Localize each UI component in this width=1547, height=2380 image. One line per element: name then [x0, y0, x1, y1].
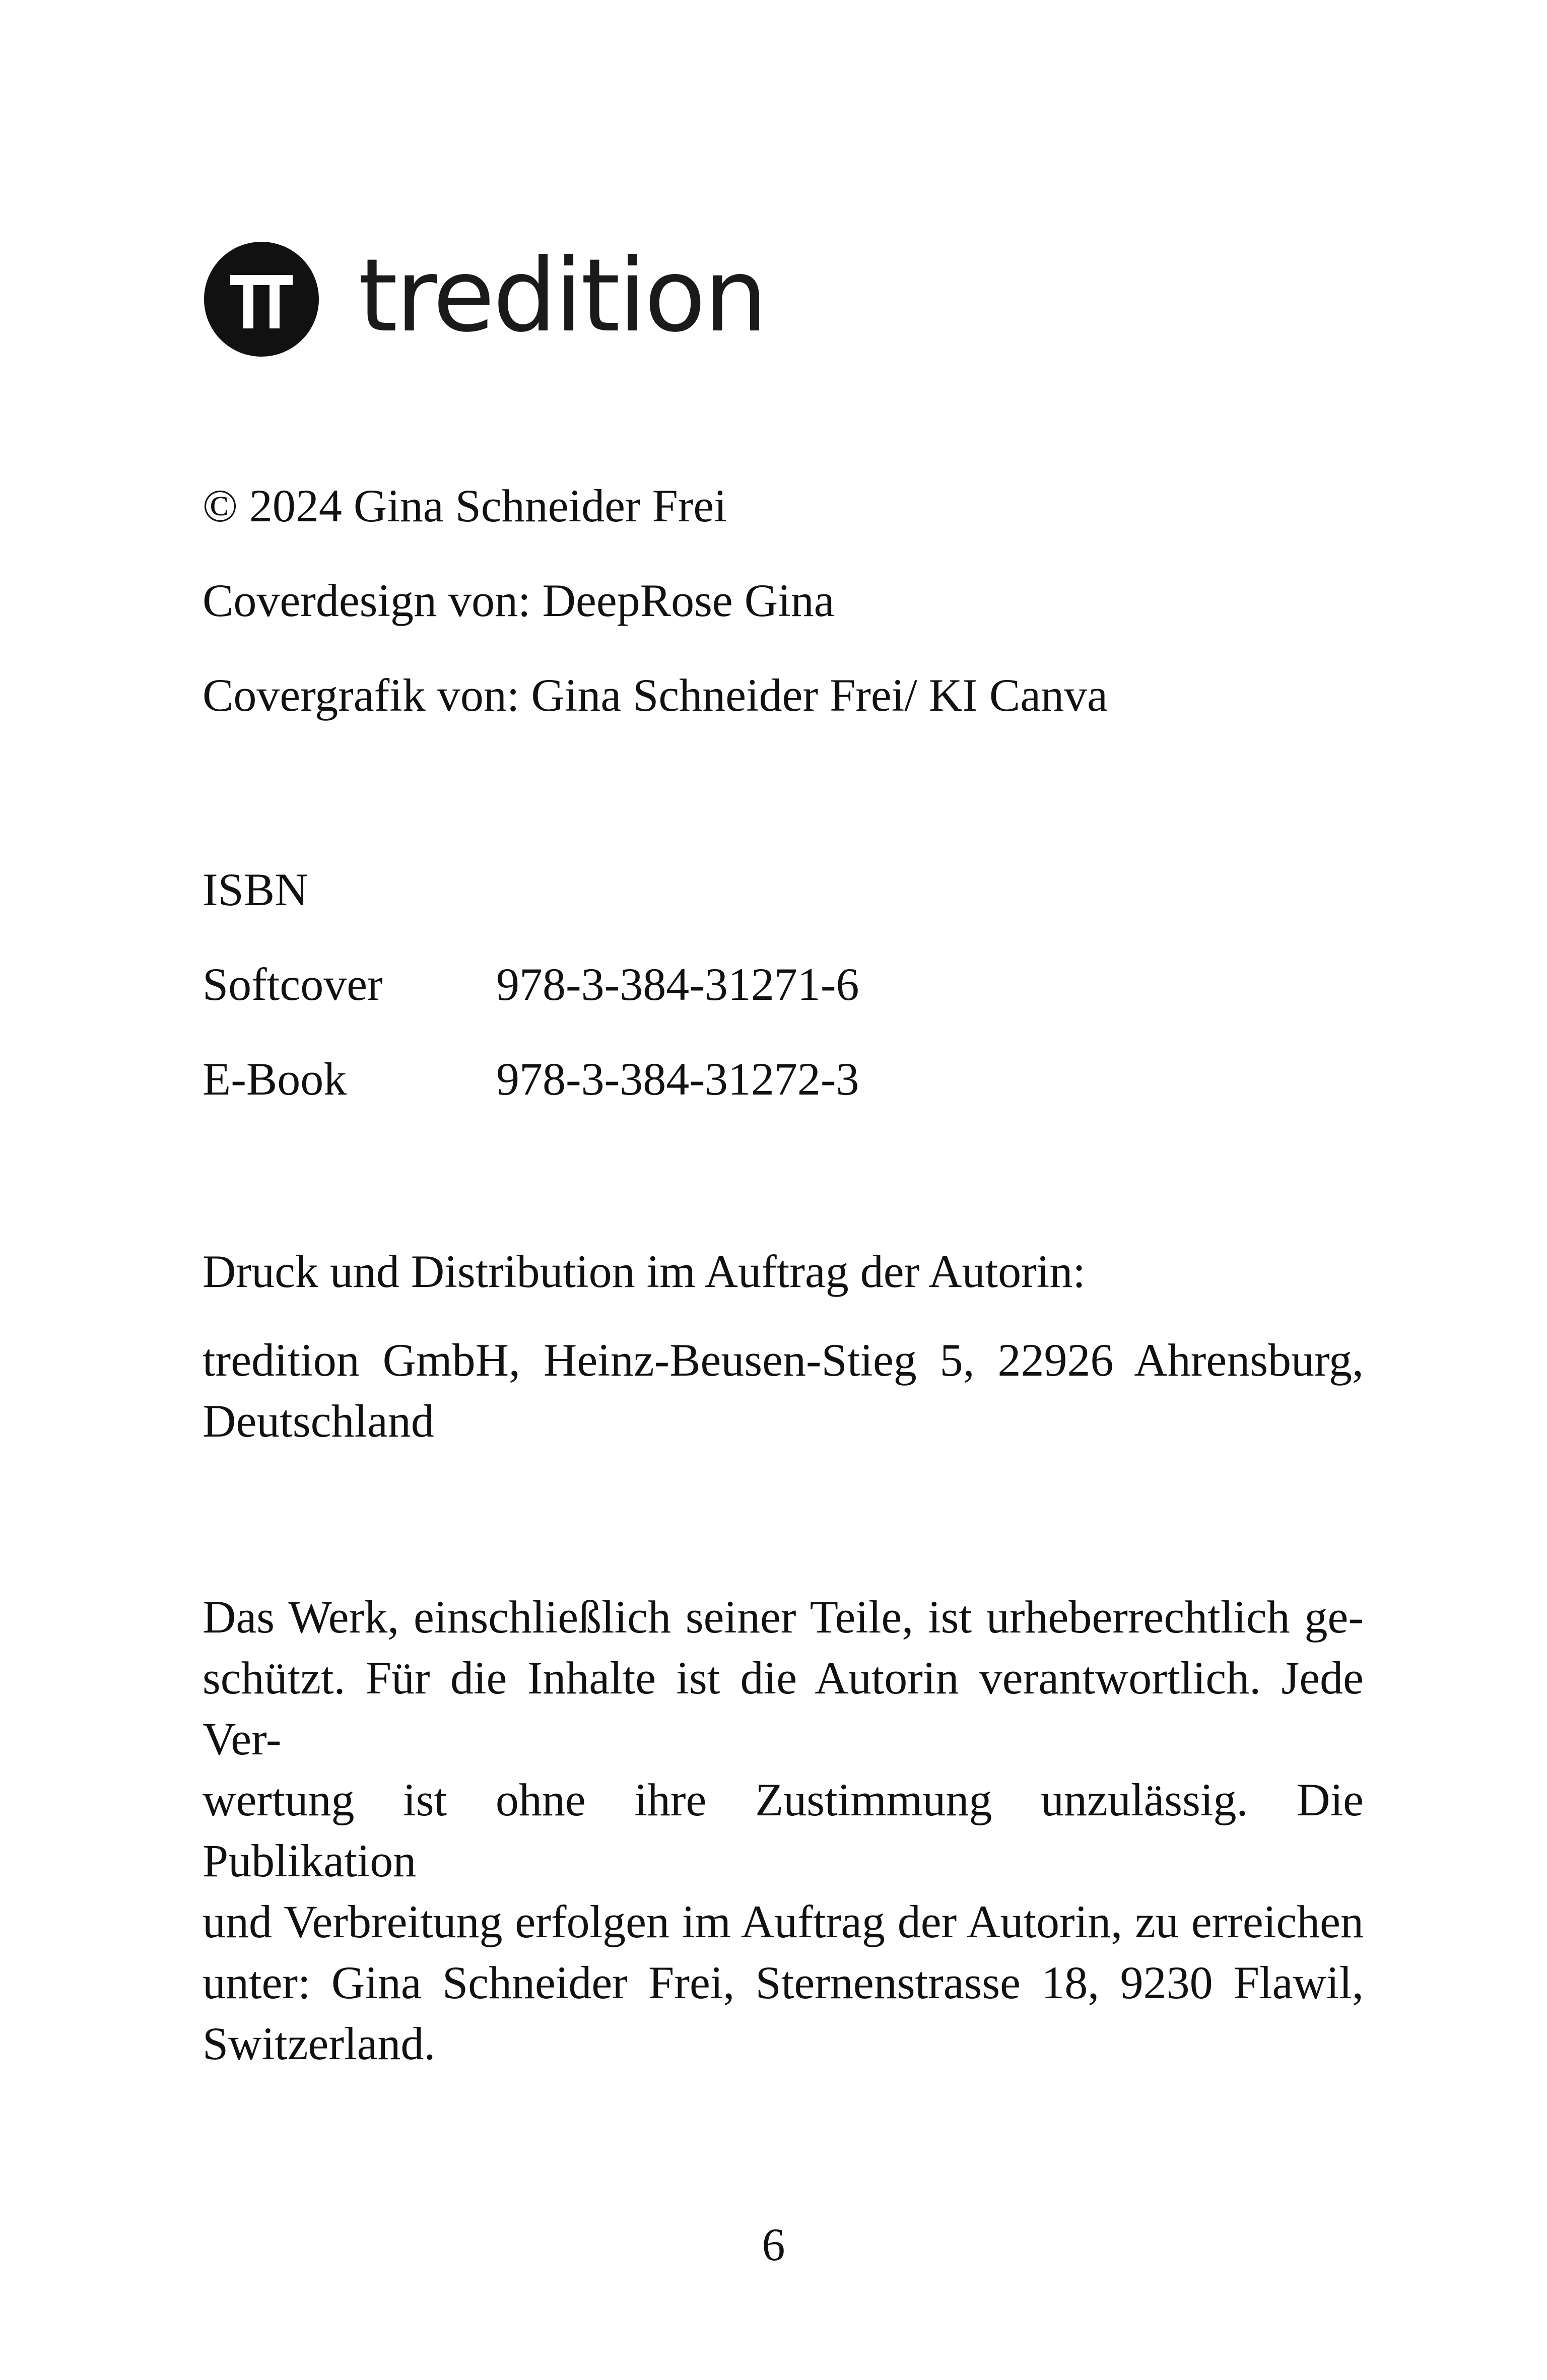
page-number: 6	[762, 2219, 785, 2270]
legal-notice-line: und Verbreitung erfolgen im Auftrag der Autorin, zu erreichen	[203, 1896, 1364, 1947]
legal-notice-line: wertung ist ohne ihre Zustimmung unzulässig. Die Publikation	[203, 1774, 1364, 1886]
copyright-line: © 2024 Gina Schneider Frei	[203, 480, 727, 531]
cover-design-line: Coverdesign von: DeepRose Gina	[203, 575, 835, 626]
cover-graphic-line: Covergrafik von: Gina Schneider Frei/ KI Canva	[203, 669, 1108, 721]
publisher-logo	[204, 237, 766, 357]
isbn-format-ebook: E-Book	[203, 1053, 347, 1105]
distribution-address	[203, 1330, 1364, 1452]
legal-notice-line: schützt. Für die Inhalte ist die Autorin verantwortlich. Jede Ver-	[203, 1652, 1364, 1764]
distribution-heading: Druck und Distribution im Auftrag der Autorin:	[203, 1246, 1086, 1297]
legal-notice-line: unter: Gina Schneider Frei, Sternenstrasse 18, 9230 Flawil,	[203, 1957, 1364, 2008]
legal-notice	[203, 1587, 1364, 2074]
distribution-address-line: tredition GmbH, Heinz-Beusen-Stieg 5, 22926 Ahrensburg,	[203, 1334, 1364, 1386]
tredition-monogram-icon	[204, 242, 319, 357]
isbn-format-softcover: Softcover	[203, 959, 383, 1010]
legal-notice-line: Das Werk, einschließlich seiner Teile, ist urheberrechtlich ge-	[203, 1591, 1364, 1643]
isbn-number-softcover: 978-3-384-31271-6	[496, 959, 859, 1010]
isbn-heading: ISBN	[203, 864, 308, 915]
legal-notice-line: Switzerland.	[203, 2018, 436, 2069]
distribution-address-line: Deutschland	[203, 1395, 434, 1447]
publisher-wordmark: tredition	[358, 237, 766, 355]
isbn-number-ebook: 978-3-384-31272-3	[496, 1053, 859, 1105]
